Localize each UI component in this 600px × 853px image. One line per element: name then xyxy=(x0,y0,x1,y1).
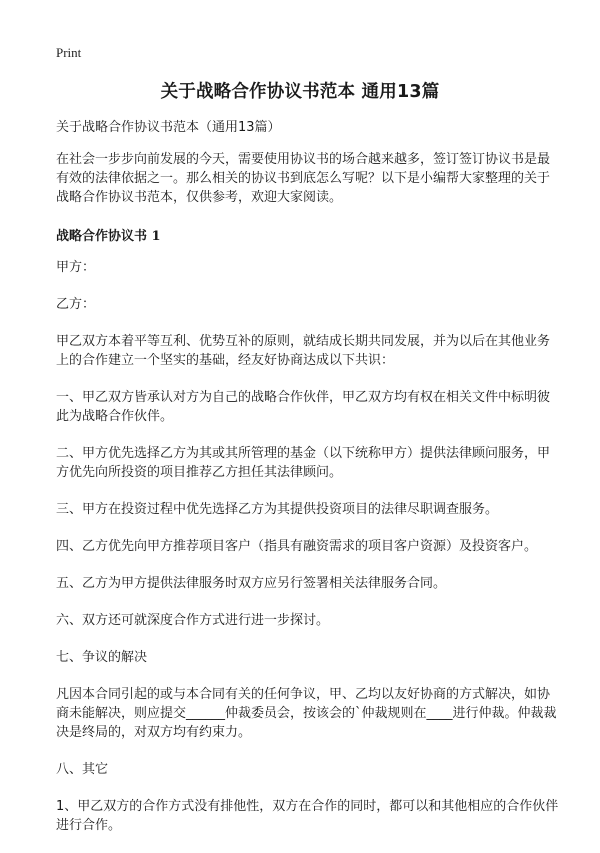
document-title: 关于战略合作协议书范本 通用13篇 xyxy=(160,82,440,102)
print-link[interactable]: Print xyxy=(56,45,82,60)
clause-2: 二、甲方优先选择乙方为其或其所管理的基金（以下统称甲方）提供法律顾问服务，甲方优先向所投资的项目推荐乙方担任其法律顾问。 xyxy=(56,446,551,480)
paragraph: 甲乙双方本着平等互利、优势互补的原则，就结成长期共同发展，并为以后在其他业务上的合作建立一个坚实的基础，经友好协商达成以下共识： xyxy=(56,334,551,368)
clause-1: 一、甲乙双方皆承认对方为自己的战略合作伙伴，甲乙双方均有权在相关文件中标明彼此为战略合作伙伴。 xyxy=(56,390,551,424)
clause-4: 四、乙方优先向甲方推荐项目客户（指具有融资需求的项目客户资源）及投资客户。 xyxy=(56,539,538,554)
section-heading: 战略合作协议书 1 xyxy=(56,229,161,244)
clause-7-heading: 七、争议的解决 xyxy=(56,650,148,665)
clause-7-body: 凡因本合同引起的或与本合同有关的任何争议，甲、乙均以友好协商的方式解决，如协商未能解决，则应提交______仲裁委员会，按该会的`仲裁规则在____进行仲裁。仲裁裁决是终局的，对双方均有约束力。 xyxy=(56,687,557,740)
subtitle: 关于战略合作协议书范本（通用13篇） xyxy=(56,120,281,135)
party-a-label: 甲方： xyxy=(56,260,96,275)
document-body xyxy=(56,118,560,853)
clause-8-heading: 八、其它 xyxy=(56,762,109,777)
clause-8-item-1: 1、甲乙双方的合作方式没有排他性，双方在合作的同时，都可以和其他相应的合作伙伴进行合作。 xyxy=(56,799,559,833)
clause-5: 五、乙方为甲方提供法律服务时双方应另行签署相关法律服务合同。 xyxy=(56,576,447,591)
clause-6: 六、双方还可就深度合作方式进行进一步探讨。 xyxy=(56,613,330,628)
intro-paragraph: 在社会一步步向前发展的今天，需要使用协议书的场合越来越多，签订签订协议书是最有效的法律依据之一。那么相关的协议书到底怎么写呢？以下是小编帮大家整理的关于战略合作协议书范本，仅供参考，欢迎大家阅读。 xyxy=(56,152,551,205)
party-b-label: 乙方： xyxy=(56,297,96,312)
clause-3: 三、甲方在投资过程中优先选择乙方为其提供投资项目的法律尽职调查服务。 xyxy=(56,502,499,517)
